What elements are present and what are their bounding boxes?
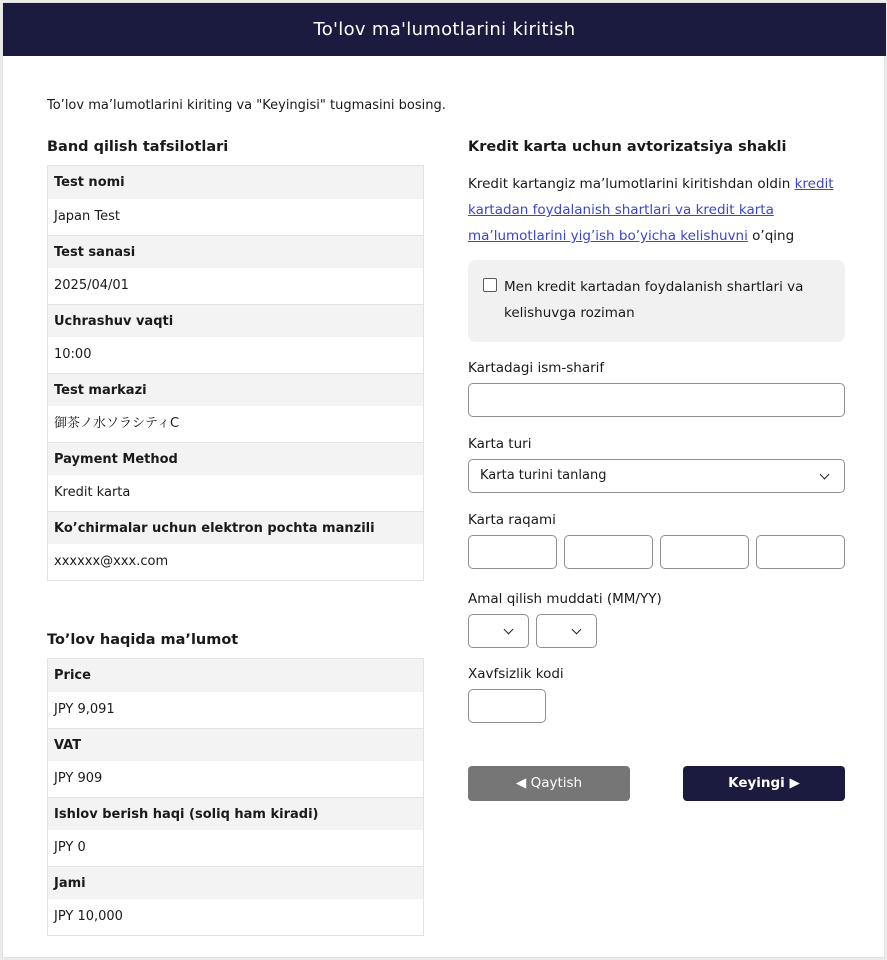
card-number-label: Karta raqami (468, 512, 556, 528)
chevron-down-icon (820, 470, 830, 480)
chevron-down-icon (504, 625, 514, 635)
booking-label-time: Uchrashuv vaqti (48, 304, 423, 337)
agree-label[interactable]: Men kredit kartadan foydalanish shartlari va kelishuvga roziman (504, 279, 804, 321)
expiry-year-select[interactable] (536, 614, 597, 648)
booking-value-time: 10:00 (48, 337, 423, 373)
booking-details-table (47, 165, 424, 581)
card-name-input[interactable] (468, 383, 845, 417)
booking-label-test-date: Test sanasi (48, 235, 423, 268)
card-type-select[interactable] (468, 459, 845, 493)
payment-value-total: JPY 10,000 (48, 899, 423, 935)
booking-value-payment-method: Kredit karta (48, 475, 423, 511)
payment-label-fee: Ishlov berish haqi (soliq ham kiradi) (48, 797, 423, 830)
expiry-label: Amal qilish muddati (MM/YY) (468, 591, 662, 607)
payment-label-price: Price (48, 659, 423, 692)
booking-label-test-name: Test nomi (48, 166, 423, 199)
caret-left-icon: ◀ (515, 775, 527, 791)
card-type-selected: Karta turini tanlang (480, 468, 607, 483)
agreement-box (468, 260, 845, 342)
payment-value-price: JPY 9,091 (48, 692, 423, 728)
booking-value-email: xxxxxx@xxx.com (48, 544, 423, 580)
card-number-part-4[interactable] (756, 535, 845, 569)
card-name-label: Kartadagi ism-sharif (468, 360, 605, 376)
card-auth-suffix: o’qing (747, 228, 795, 244)
payment-value-vat: JPY 909 (48, 761, 423, 797)
card-number-part-3[interactable] (660, 535, 749, 569)
booking-value-center: 御茶ノ水ソラシティC (48, 406, 423, 442)
payment-info-table (47, 658, 424, 936)
payment-section-title: To’lov haqida ma’lumot (47, 632, 239, 648)
back-button[interactable] (468, 766, 630, 801)
cvv-input[interactable] (468, 689, 546, 723)
caret-right-icon: ▶ (789, 775, 800, 791)
card-terms-link[interactable]: kredit kartadan foydalanish shartlari va kredit karta ma’lumotlarini yig’ish bo’yicha kelishuvni (468, 176, 834, 244)
card-type-label: Karta turi (468, 436, 532, 452)
card-auth-text (468, 171, 845, 249)
card-number-part-2[interactable] (564, 535, 653, 569)
booking-value-test-date: 2025/04/01 (48, 268, 423, 304)
back-button-label: Qaytish (530, 775, 583, 791)
booking-label-email: Ko’chirmalar uchun elektron pochta manzili (48, 511, 423, 544)
page-frame (2, 2, 885, 958)
expiry-month-select[interactable] (468, 614, 529, 648)
booking-section-title: Band qilish tafsilotlari (47, 139, 229, 155)
booking-value-test-name: Japan Test (48, 199, 423, 235)
card-section-title: Kredit karta uchun avtorizatsiya shakli (468, 139, 787, 155)
next-button-label: Keyingi (728, 775, 785, 791)
next-button[interactable] (683, 766, 845, 801)
cvv-label: Xavfsizlik kodi (468, 666, 564, 682)
page-title: To'lov ma'lumotlarini kiritish (313, 19, 576, 40)
payment-label-total: Jami (48, 866, 423, 899)
booking-label-payment-method: Payment Method (48, 442, 423, 475)
page-header (3, 3, 886, 56)
card-auth-prefix: Kredit kartangiz ma’lumotlarini kiritishdan oldin (468, 176, 795, 192)
booking-label-center: Test markazi (48, 373, 423, 406)
intro-text: To’lov ma’lumotlarini kiriting va "Keyingisi" tugmasini bosing. (47, 98, 446, 113)
card-number-part-1[interactable] (468, 535, 557, 569)
agree-checkbox[interactable] (483, 278, 497, 292)
chevron-down-icon (572, 625, 582, 635)
payment-label-vat: VAT (48, 728, 423, 761)
payment-value-fee: JPY 0 (48, 830, 423, 866)
